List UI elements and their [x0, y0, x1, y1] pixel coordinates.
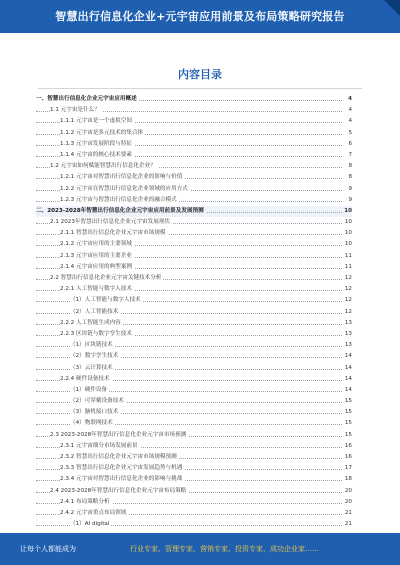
page-footer [0, 533, 400, 565]
toc-page-number: 12 [343, 295, 352, 306]
toc-entry-text: （3）脑机接口技术 [70, 407, 120, 418]
toc-page-number: 17 [343, 463, 352, 474]
toc-entry[interactable] [36, 195, 352, 206]
toc-entry-text: 2.3.3 智慧出行信息化企业元宇宙发展趋势与机遇 [60, 463, 184, 474]
toc-entry-text: 1.1.3 元宇宙发展阶段与特征 [60, 139, 134, 150]
report-title: 智慧出行信息化企业+元宇宙应用前景及布局策略研究报告 [55, 10, 345, 23]
toc-entry[interactable] [36, 184, 352, 195]
toc-entry-text: 1.1.4 元宇宙的核心技术要素 [60, 150, 134, 161]
toc-entry-text: 1.1 元宇宙是什么？ [50, 105, 102, 116]
toc-page-number: 9 [346, 184, 352, 195]
toc-entry-text: （2）人工智能技术 [70, 307, 120, 318]
table-of-contents [36, 94, 352, 530]
toc-entry-text: 2.1.2 元宇宙应用的主要领域 [60, 239, 134, 250]
toc-entry[interactable] [36, 318, 352, 329]
toc-page-number: 12 [343, 273, 352, 284]
toc-entry[interactable] [36, 351, 352, 362]
toc-entry[interactable] [36, 441, 352, 452]
toc-entry-text: 1.1.2 元宇宙是多元技术的集合体 [60, 128, 145, 139]
toc-page-number: 12 [343, 307, 352, 318]
toc-page-number: 20 [343, 486, 352, 497]
toc-page-number: 6 [346, 139, 352, 150]
toc-entry-text: 2.2.1 人工智能与数字人技术 [60, 284, 134, 295]
toc-entry[interactable] [36, 329, 352, 340]
toc-entry[interactable] [36, 105, 352, 116]
toc-page-number: 14 [343, 374, 352, 385]
toc-entry[interactable] [36, 486, 352, 497]
toc-entry-text: 1.2 元宇宙如何赋能智慧出行信息化企业？ [50, 161, 158, 172]
toc-page-number: 21 [343, 519, 352, 530]
toc-entry[interactable] [36, 273, 352, 284]
toc-entry-text: 2.4.2 元宇宙重点布局领域 [60, 508, 128, 519]
toc-entry[interactable] [36, 251, 352, 262]
toc-page-number: 15 [343, 396, 352, 407]
toc-entry-text: 1.2.3 元宇宙与智慧出行信息化企业的融合模式 [60, 195, 179, 206]
toc-entry[interactable] [36, 307, 352, 318]
toc-entry-text: （1）人工智能与数字人技术 [70, 295, 143, 306]
toc-entry-text: （1）硬件设备 [70, 385, 109, 396]
toc-page-number: 10 [343, 217, 352, 228]
toc-divider [38, 88, 362, 89]
toc-page-number: 14 [343, 385, 352, 396]
toc-page-number: 18 [343, 474, 352, 485]
toc-entry-text: 2.2.4 硬件设备技术 [60, 374, 112, 385]
toc-entry-text: （4）物联网技术 [70, 418, 115, 429]
toc-entry-text: 2.4.1 布局策略分析 [60, 497, 112, 508]
toc-entry-text: 2.3.1 元宇宙细分市场发展前景 [60, 441, 140, 452]
toc-entry-text: 2.4 2023-2028年智慧出行信息化企业元宇宙布局策略 [50, 486, 188, 497]
toc-entry-text: 1.2.2 元宇宙在智慧出行信息化企业领域的应用方式 [60, 184, 190, 195]
toc-entry[interactable] [36, 363, 352, 374]
toc-entry[interactable] [36, 206, 352, 217]
toc-entry[interactable] [36, 340, 352, 351]
toc-entry[interactable] [36, 94, 352, 105]
toc-entry[interactable] [36, 497, 352, 508]
toc-entry[interactable] [36, 463, 352, 474]
toc-page-number: 10 [342, 206, 352, 217]
toc-entry-text: 2.3.2 智慧出行信息化企业元宇宙市场规模预测 [60, 452, 179, 463]
page-header [0, 0, 400, 33]
toc-entry[interactable] [36, 508, 352, 519]
toc-page-number: 15 [343, 430, 352, 441]
toc-entry-text: 二、2023-2028年智慧出行信息化企业元宇宙应用前景及发展预测 [36, 206, 206, 217]
toc-page-number: 14 [343, 363, 352, 374]
toc-entry[interactable] [36, 139, 352, 150]
toc-entry[interactable] [36, 284, 352, 295]
toc-entry[interactable] [36, 407, 352, 418]
toc-entry[interactable] [36, 295, 352, 306]
toc-entry[interactable] [36, 452, 352, 463]
footer-slogan: 让每个人都能成为 [20, 545, 76, 553]
toc-page-number: 21 [343, 508, 352, 519]
toc-entry-text: 2.2.3 区块链与数字孪生技术 [60, 329, 134, 340]
toc-entry[interactable] [36, 430, 352, 441]
toc-page-number: 16 [343, 441, 352, 452]
toc-page-number: 12 [343, 284, 352, 295]
toc-page-number: 13 [343, 318, 352, 329]
toc-page-number: 15 [343, 418, 352, 429]
toc-entry[interactable] [36, 474, 352, 485]
toc-page-number: 4 [346, 94, 352, 105]
toc-page-number: 10 [343, 228, 352, 239]
toc-entry[interactable] [36, 128, 352, 139]
toc-page-number: 20 [343, 497, 352, 508]
toc-entry-text: 2.3.4 元宇宙对智慧出行信息化企业的影响与挑战 [60, 474, 184, 485]
toc-page-number: 9 [346, 195, 352, 206]
toc-page-number: 11 [343, 251, 352, 262]
toc-page-number: 14 [343, 351, 352, 362]
toc-entry[interactable] [36, 150, 352, 161]
toc-entry-text: 2.2.2 人工智能生成内容 [60, 318, 123, 329]
toc-entry[interactable] [36, 228, 352, 239]
toc-page-number: 13 [343, 340, 352, 351]
toc-page-number: 7 [346, 150, 352, 161]
toc-entry[interactable] [36, 217, 352, 228]
toc-entry[interactable] [36, 172, 352, 183]
toc-entry-text: 2.3 2023-2028年智慧出行信息化企业元宇宙市场预测 [50, 430, 188, 441]
toc-entry-text: 2.1.3 元宇宙应用的主要企业 [60, 251, 134, 262]
toc-entry-text: 1.1.1 元宇宙是一个虚拟空间 [60, 116, 134, 127]
toc-page-number: 15 [343, 407, 352, 418]
toc-entry-text: 2.1 2023年智慧出行信息化企业元宇宙发展现状 [50, 217, 172, 228]
toc-page-number: 16 [343, 452, 352, 463]
toc-entry[interactable] [36, 374, 352, 385]
toc-entry-text: 1.2.1 元宇宙对智慧出行信息化企业的影响与价值 [60, 172, 184, 183]
toc-entry[interactable] [36, 116, 352, 127]
toc-entry-text: 2.1.4 元宇宙应用的典型案例 [60, 262, 134, 273]
toc-entry-text: 一、智慧出行信息化企业元宇宙应用概述 [36, 94, 139, 105]
toc-entry[interactable] [36, 418, 352, 429]
toc-entry[interactable] [36, 161, 352, 172]
footer-tagline: 行业专家、管理专家、营销专家、投资专家、成功企业家…… [130, 545, 319, 553]
toc-entry-text: （2）数字孪生技术 [70, 351, 120, 362]
toc-entry-text: （1）AI digital [70, 519, 111, 530]
toc-page-number: 10 [343, 239, 352, 250]
toc-entry[interactable] [36, 396, 352, 407]
toc-page-number: 5 [346, 128, 352, 139]
toc-entry[interactable] [36, 262, 352, 273]
toc-page-number: 13 [343, 329, 352, 340]
toc-entry-text: 2.2 智慧出行信息化企业元宇宙关键技术分析 [50, 273, 163, 284]
toc-page-number: 4 [346, 116, 352, 127]
toc-entry[interactable] [36, 385, 352, 396]
toc-entry[interactable] [36, 519, 352, 530]
toc-entry-text: 2.1.1 智慧出行信息化企业元宇宙市场规模 [60, 228, 168, 239]
toc-entry[interactable] [36, 239, 352, 250]
toc-heading: 内容目录 [178, 68, 222, 81]
toc-entry-text: （2）可穿戴设备技术 [70, 396, 126, 407]
toc-page-number: 11 [343, 262, 352, 273]
toc-page-number: 4 [346, 105, 352, 116]
toc-entry-text: （1）区块链技术 [70, 340, 115, 351]
toc-page-number: 8 [346, 172, 352, 183]
corner-decoration [384, 0, 400, 16]
toc-page-number: 8 [346, 161, 352, 172]
toc-entry-text: （3）云计算技术 [70, 363, 115, 374]
